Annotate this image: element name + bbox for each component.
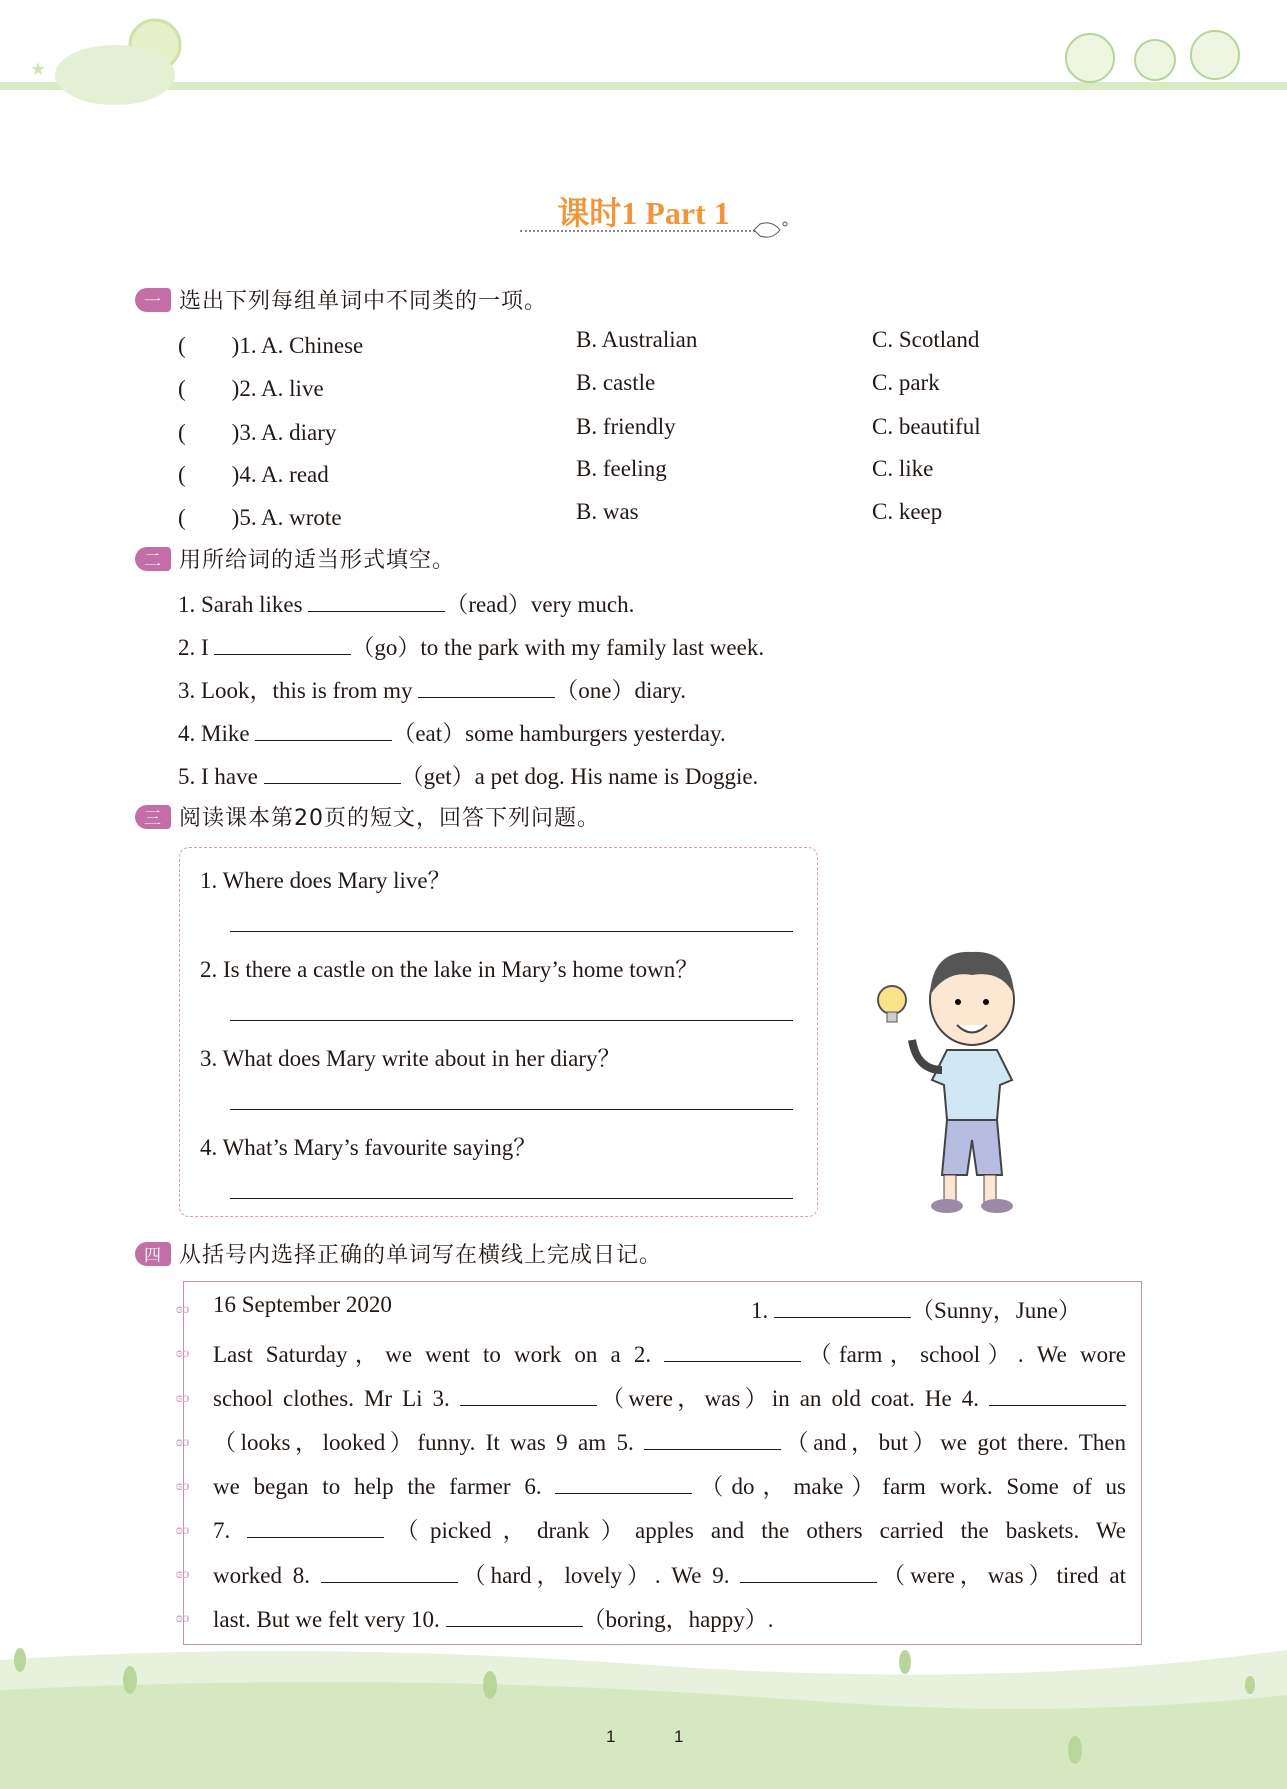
option-b: B. feeling — [576, 456, 667, 481]
binder-ring-icon: ɞo — [176, 1391, 190, 1406]
text: worked 8. — [213, 1563, 321, 1588]
answer-blank[interactable] — [264, 761, 401, 784]
fish-icon — [752, 218, 788, 242]
answer-blank-1[interactable] — [774, 1295, 911, 1318]
answer-blank[interactable] — [418, 675, 555, 698]
diary-line-7 — [213, 1557, 1126, 1590]
page-number-left: 1 — [606, 1727, 616, 1746]
answer-line[interactable] — [230, 1020, 793, 1021]
section-heading: 选出下列每组单词中不同类的一项。 — [179, 289, 548, 314]
diary-line-8 — [213, 1601, 1126, 1634]
text: （farm，school）. We wore — [801, 1342, 1126, 1367]
options: （Sunny，June） — [911, 1298, 1081, 1323]
text: （were，was）tired at — [877, 1563, 1126, 1588]
text: （boring，happy）. — [582, 1607, 774, 1632]
text: Last Saturday，we went to work on a 2. — [213, 1342, 665, 1367]
diary-line-4 — [213, 1424, 1126, 1457]
section-badge: 四 — [135, 1242, 171, 1266]
fill-in-row — [178, 629, 764, 662]
section-3-header — [135, 801, 600, 832]
cloud-sun-icon — [20, 5, 200, 115]
section-badge: 一 — [135, 288, 171, 312]
question-number: ( )5. A. wrote — [178, 505, 342, 530]
sentence-start: 2. I — [178, 635, 215, 660]
text: （looks，looked）funny. It was 9 am 5. — [213, 1430, 645, 1455]
question-number: ( )4. A. read — [178, 462, 329, 487]
option-b: B. castle — [576, 370, 656, 395]
sentence-end: （one）diary. — [555, 678, 686, 703]
choice-row — [178, 370, 324, 403]
option-c: C. beautiful — [872, 414, 981, 439]
option-b: B. friendly — [576, 414, 676, 439]
sentence-start: 3. Look，this is from my — [178, 678, 419, 703]
sentence-start: 4. Mike — [178, 721, 256, 746]
answer-blank-9[interactable] — [740, 1560, 877, 1583]
binder-ring-icon: ɞo — [176, 1346, 190, 1361]
binder-ring-icon: ɞo — [176, 1435, 190, 1450]
sentence-start: 1. Sarah likes — [178, 592, 309, 617]
fill-in-row — [178, 672, 686, 705]
text: last. But we felt very 10. — [213, 1607, 446, 1632]
fill-in-row — [178, 586, 634, 619]
animal-faces-icon — [1060, 20, 1250, 85]
option-b: B. was — [576, 499, 639, 524]
text: （picked，drank）apples and the others carried the baskets. We — [384, 1518, 1127, 1543]
blank-number: 1. — [751, 1298, 774, 1323]
section-badge: 二 — [135, 547, 171, 571]
answer-blank-4[interactable] — [989, 1383, 1126, 1406]
text: （and，but）we got there. Then — [781, 1430, 1126, 1455]
diary-line-6 — [213, 1512, 1126, 1545]
sentence-end: （eat）some hamburgers yesterday. — [392, 721, 726, 746]
diary-line-3 — [213, 1380, 1126, 1413]
fill-in-row — [178, 758, 758, 791]
reading-question: 1. Where does Mary live？ — [200, 868, 451, 893]
section-heading: 从括号内选择正确的单词写在横线上完成日记。 — [179, 1243, 663, 1268]
answer-blank[interactable] — [308, 589, 445, 612]
answer-line[interactable] — [230, 1109, 793, 1110]
page-number-right: 1 — [674, 1727, 684, 1746]
text: 7. — [213, 1518, 248, 1543]
reading-question: 4. What’s Mary’s favourite saying？ — [200, 1135, 537, 1160]
answer-blank-2[interactable] — [664, 1339, 801, 1362]
svg-text:★: ★ — [30, 59, 47, 79]
option-c: C. park — [872, 370, 940, 395]
section-heading: 阅读课本第20页的短文，回答下列问题。 — [179, 806, 600, 831]
question-number: ( )2. A. live — [178, 376, 324, 401]
binder-ring-icon: ɞo — [176, 1611, 190, 1626]
diary-line-2 — [213, 1336, 1126, 1369]
question-number: ( )3. A. diary — [178, 420, 337, 445]
text: school clothes. Mr Li 3. — [213, 1386, 460, 1411]
option-c: C. Scotland — [872, 327, 980, 352]
boy-illustration — [862, 940, 1042, 1220]
diary-line-1 — [213, 1292, 1126, 1323]
choice-row — [178, 456, 329, 489]
sentence-end: （get）a pet dog. His name is Doggie. — [400, 764, 759, 789]
answer-line[interactable] — [230, 1198, 793, 1199]
answer-blank-7[interactable] — [247, 1515, 384, 1538]
choice-row — [178, 499, 342, 532]
choice-row — [178, 327, 363, 360]
answer-blank-3[interactable] — [460, 1383, 597, 1406]
reading-question: 3. What does Mary write about in her diary？ — [200, 1046, 621, 1071]
answer-blank-5[interactable] — [644, 1427, 781, 1450]
choice-row — [178, 414, 336, 447]
diary-date: 16 September 2020 — [213, 1292, 392, 1317]
grass-hills-footer — [0, 1640, 1287, 1789]
answer-blank-8[interactable] — [321, 1560, 458, 1583]
fill-in-row — [178, 715, 726, 748]
section-4-header — [135, 1238, 662, 1269]
diary-line-5 — [213, 1468, 1126, 1501]
sentence-start: 5. I have — [178, 764, 264, 789]
answer-blank[interactable] — [214, 632, 351, 655]
section-2-header — [135, 543, 455, 574]
text: （hard，lovely）. We 9. — [457, 1563, 741, 1588]
text: （were，was）in an old coat. He 4. — [596, 1386, 990, 1411]
question-number: ( )1. A. Chinese — [178, 333, 364, 358]
section-1-header — [135, 284, 547, 315]
answer-line[interactable] — [230, 931, 793, 932]
answer-blank-6[interactable] — [555, 1471, 692, 1494]
reading-question: 2. Is there a castle on the lake in Mary’s home town？ — [200, 957, 699, 982]
binder-ring-icon: ɞo — [176, 1302, 190, 1317]
text: （do，make）farm work. Some of us — [692, 1474, 1126, 1499]
binder-ring-icon: ɞo — [176, 1567, 190, 1582]
sentence-end: （go）to the park with my family last week. — [351, 635, 765, 660]
option-b: B. Australian — [576, 327, 698, 352]
section-heading: 用所给词的适当形式填空。 — [179, 548, 456, 573]
sentence-end: （read）very much. — [445, 592, 635, 617]
answer-blank[interactable] — [255, 718, 392, 741]
lesson-title: 课时1 Part 1 — [557, 195, 730, 231]
answer-blank-10[interactable] — [446, 1604, 583, 1627]
option-c: C. keep — [872, 499, 943, 524]
title-underline — [520, 230, 755, 232]
option-c: C. like — [872, 456, 934, 481]
text: we began to help the farmer 6. — [213, 1474, 556, 1499]
binder-ring-icon: ɞo — [176, 1523, 190, 1538]
section-badge: 三 — [135, 805, 171, 829]
binder-ring-icon: ɞo — [176, 1479, 190, 1494]
